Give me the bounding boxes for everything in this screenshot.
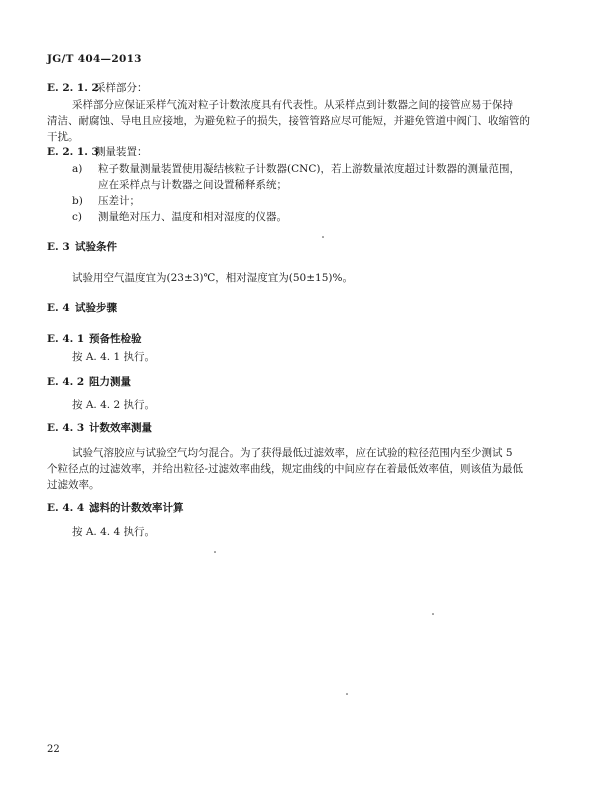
section-e3-heading	[47, 241, 117, 253]
section-title: 试验步骤	[75, 302, 117, 314]
paragraph-line: 试验用空气温度宜为(23±3)℃，相对湿度宜为(50±15)%。	[72, 272, 353, 284]
section-number: E. 4. 2	[47, 376, 85, 388]
section-number: E. 4. 4	[47, 502, 85, 514]
section-title: 测量装置：	[95, 146, 148, 158]
list-item-text: 压差计；	[98, 195, 140, 207]
paragraph-line: 按 A. 4. 2 执行。	[72, 399, 155, 411]
scan-speck	[432, 613, 434, 615]
section-e212-heading	[47, 82, 148, 94]
section-title: 滤料的计数效率计算	[89, 502, 184, 514]
section-number: E. 2. 1. 3	[47, 146, 99, 158]
section-title: 计数效率测量	[89, 422, 152, 434]
standard-header: JG/T 404—2013	[47, 53, 142, 65]
paragraph-line: 清洁、耐腐蚀、导电且应接地，为避免粒子的损失，接管管路应尽可能短，并避免管道中阀门、收缩管的	[47, 115, 530, 127]
paragraph-line: 按 A. 4. 1 执行。	[72, 351, 155, 363]
paragraph-line: 个粒径点的过滤效率，并给出粒径-过滤效率曲线，规定曲线的中间应存在着最低效率值，则该值为最低	[47, 463, 524, 475]
scan-speck	[346, 693, 348, 695]
section-title: 阻力测量	[89, 376, 131, 388]
section-title: 预备性检验	[89, 333, 142, 345]
paragraph-line: 干扰。	[47, 131, 79, 143]
section-e4-heading	[47, 302, 117, 314]
section-e43-heading	[47, 422, 152, 434]
section-e41-heading	[47, 333, 142, 345]
list-marker: c)	[72, 211, 82, 223]
section-title: 采样部分：	[95, 82, 148, 94]
list-item-text: 粒子数量测量装置使用凝结核粒子计数器(CNC)，若上游数量浓度超过计数器的测量范围，	[98, 163, 520, 175]
list-item-text: 应在采样点与计数器之间设置稀释系统；	[98, 179, 287, 191]
paragraph-line: 过滤效率。	[47, 479, 100, 491]
list-marker: a)	[72, 163, 83, 175]
section-title: 试验条件	[75, 241, 117, 253]
paragraph-line: 采样部分应保证采样气流对粒子计数浓度具有代表性。从采样点到计数器之间的接管应易于保持	[72, 99, 513, 111]
page-number: 22	[47, 744, 60, 755]
scan-speck	[322, 236, 324, 238]
section-e42-heading	[47, 376, 131, 388]
section-number: E. 4. 1	[47, 333, 85, 345]
section-number: E. 4. 3	[47, 422, 85, 434]
section-e213-heading	[47, 146, 148, 158]
section-number: E. 4	[47, 302, 70, 314]
paragraph-line: 按 A. 4. 4 执行。	[72, 526, 155, 538]
section-e44-heading	[47, 502, 184, 514]
list-marker: b)	[72, 195, 83, 207]
section-number: E. 3	[47, 241, 70, 253]
section-number: E. 2. 1. 2	[47, 82, 99, 94]
paragraph-line: 试验气溶胶应与试验空气均匀混合。为了获得最低过滤效率，应在试验的粒径范围内至少测试 5	[72, 447, 513, 459]
scan-speck	[214, 551, 216, 553]
list-item-text: 测量绝对压力、温度和相对湿度的仪器。	[98, 211, 287, 223]
